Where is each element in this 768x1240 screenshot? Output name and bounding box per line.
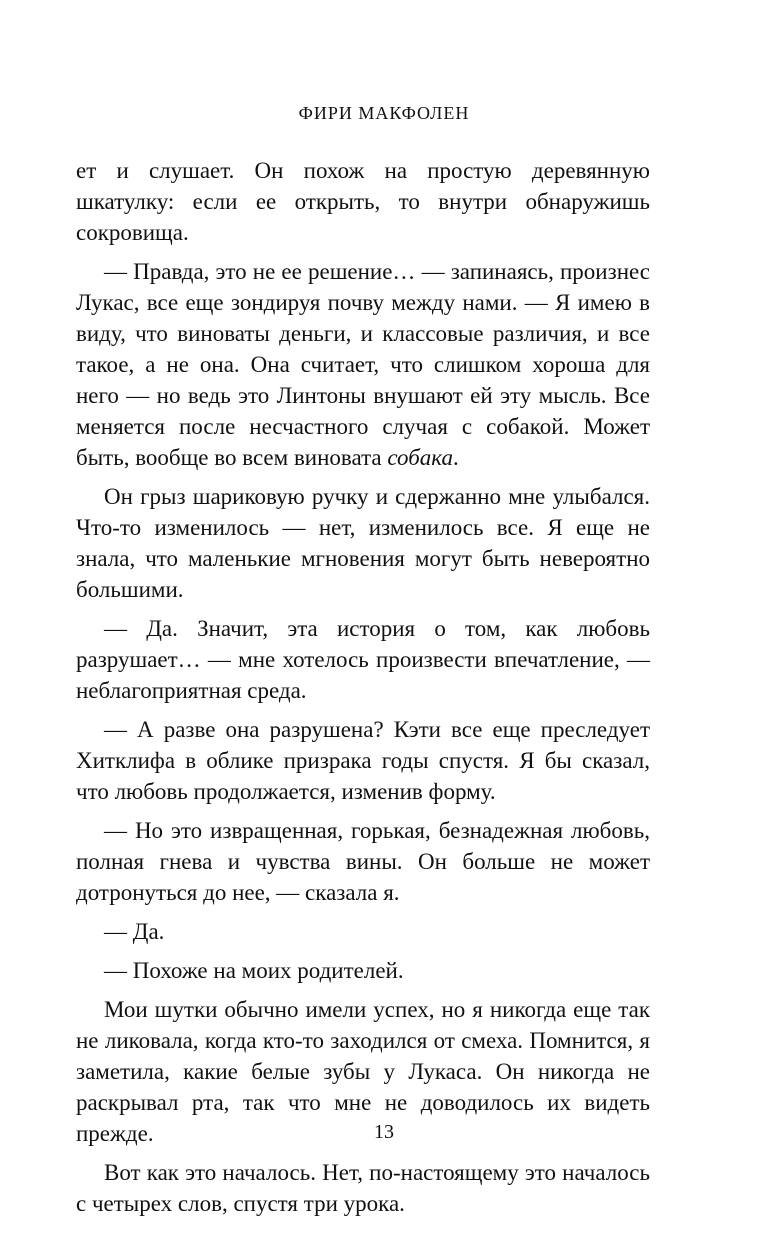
paragraph: ет и слушает. Он похож на простую деревянную шкатулку: если ее открыть, то внутри обнаружишь сокровища. [76, 158, 650, 245]
paragraph: Он грыз шариковую ручку и сдержанно мне улыбался. Что-то изменилось — нет, изменилось все. Я еще не знала, что маленькие мгновения могут быть невероятно большими. [76, 484, 650, 602]
paragraph: Вот как это началось. Нет, по-настоящему это началось с четырех слов, спустя три урока. [76, 1160, 650, 1216]
paragraph-tail: . [452, 445, 459, 470]
paragraph: — Но это извращенная, горькая, безнадежная любовь, полная гнева и чувства вины. Он больше не может дотронуться до нее, — сказала я. [76, 818, 650, 905]
italic-word: собака [387, 445, 453, 470]
running-head: ФИРИ МАКФОЛЕН [298, 103, 470, 123]
paragraph: — А разве она разрушена? Кэти все еще преследует Хитклифа в облике призрака годы спустя. Я бы сказал, что любовь продолжается, изменив форму. [76, 717, 650, 804]
paragraph: — Похоже на моих родителей. [104, 958, 404, 983]
page-number: 13 [374, 1121, 394, 1143]
paragraph: Мои шутки обычно имели успех, но я никогда еще так не ликовала, когда кто-то заходился от смеха. Помнится, я заметила, какие белые зубы у Лукаса. Он никогда не раскрывал рта, так что мне не доводилось их видеть прежде. [76, 997, 650, 1146]
paragraph-text: — Правда, это не ее решение… — запинаясь, произнес Лукас, все еще зондируя почву между нами. — Я имею в виду, что виноваты деньги, и классовые различия, и все такое, а не она. Она считает, что слишком хороша для него — но ведь это Линтоны внушают ей эту мысль. Все меняется после несчастного случая с собакой. Может быть, вообще во всем виновата [76, 259, 650, 470]
paragraph: — Да. [104, 919, 165, 944]
paragraph: — Да. Значит, эта история о том, как любовь разрушает… — мне хотелось произвести впечатление, — неблагоприятная среда. [76, 616, 650, 703]
body-text [76, 155, 650, 1227]
paragraph [76, 256, 650, 473]
